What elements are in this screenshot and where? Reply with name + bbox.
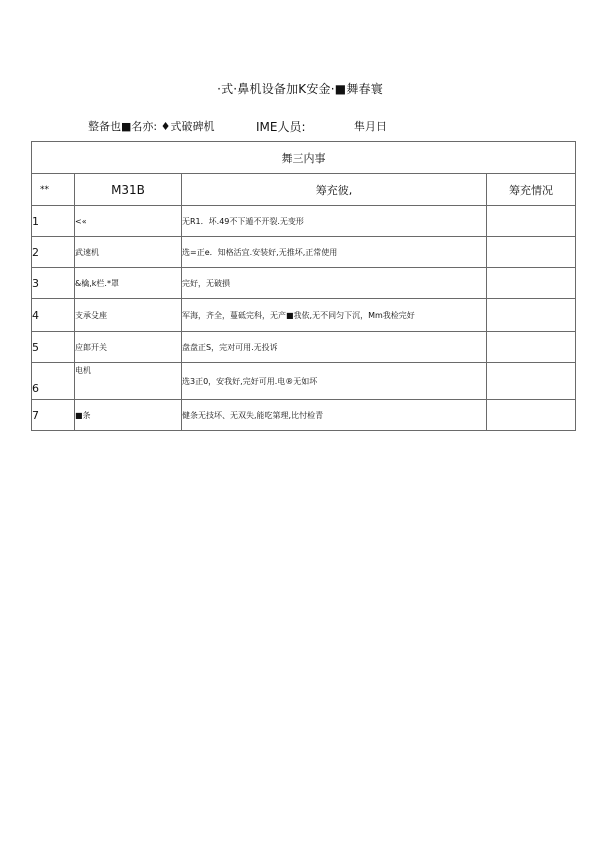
inspection-table bbox=[31, 141, 576, 431]
column-header-number: ** bbox=[32, 174, 75, 206]
row-number: 4 bbox=[32, 299, 75, 332]
row-number: 3 bbox=[32, 268, 75, 299]
table-row bbox=[32, 268, 576, 299]
row-status-cell[interactable] bbox=[487, 268, 576, 299]
column-header-item: M31B bbox=[75, 174, 182, 206]
row-status-cell[interactable] bbox=[487, 206, 576, 237]
column-header-content: 筹充彼, bbox=[182, 174, 487, 206]
row-item: &檎,k栏.*罩 bbox=[75, 268, 182, 299]
table-header-row bbox=[32, 174, 576, 206]
row-status-cell[interactable] bbox=[487, 237, 576, 268]
column-header-status: 筹充情况 bbox=[487, 174, 576, 206]
row-item: <« bbox=[75, 206, 182, 237]
inspector-label: IME人员: bbox=[256, 120, 306, 134]
table-row bbox=[32, 237, 576, 268]
table-row bbox=[32, 400, 576, 431]
row-number: 7 bbox=[32, 400, 75, 431]
table-row bbox=[32, 332, 576, 363]
row-number: 5 bbox=[32, 332, 75, 363]
row-item: 应郎开关 bbox=[75, 332, 182, 363]
row-content: 选=正e．知格活宜.安装好,无推坏,正常使用 bbox=[182, 237, 487, 268]
row-content: 盘盘正S，完对可用.无投诉 bbox=[182, 332, 487, 363]
section-header: 舞三内事 bbox=[32, 142, 576, 174]
row-item: 电机 bbox=[75, 363, 182, 400]
table-row bbox=[32, 206, 576, 237]
row-content: 完好，无破損 bbox=[182, 268, 487, 299]
row-content: 无R1．坏.49不下遁不开裂.无变形 bbox=[182, 206, 487, 237]
row-number: 1 bbox=[32, 206, 75, 237]
row-item: 武速机 bbox=[75, 237, 182, 268]
row-content: 军海，齐全，蔓砥完科，无产■我依,无不同匀下沉，Mm我检完好 bbox=[182, 299, 487, 332]
row-item: ■条 bbox=[75, 400, 182, 431]
row-status-cell[interactable] bbox=[487, 332, 576, 363]
row-number: 2 bbox=[32, 237, 75, 268]
row-status-cell[interactable] bbox=[487, 400, 576, 431]
table-row bbox=[32, 299, 576, 332]
table-row bbox=[32, 363, 576, 400]
form-meta bbox=[88, 118, 488, 134]
equipment-name: 整备也■名亦: ♦式破碑机 bbox=[88, 120, 215, 133]
row-number: 6 bbox=[32, 363, 75, 400]
row-content: 选3正0，安我好,完好可用.电®无如坏 bbox=[182, 363, 487, 400]
date-label: 隼月日 bbox=[354, 120, 387, 133]
row-content: 健条无技坏、无双失,能吃第理,比忖检青 bbox=[182, 400, 487, 431]
row-status-cell[interactable] bbox=[487, 363, 576, 400]
row-status-cell[interactable] bbox=[487, 299, 576, 332]
document-title: ·式·鼻机设备加K安金·■舞春寰 bbox=[217, 82, 383, 96]
row-item: 支承殳座 bbox=[75, 299, 182, 332]
